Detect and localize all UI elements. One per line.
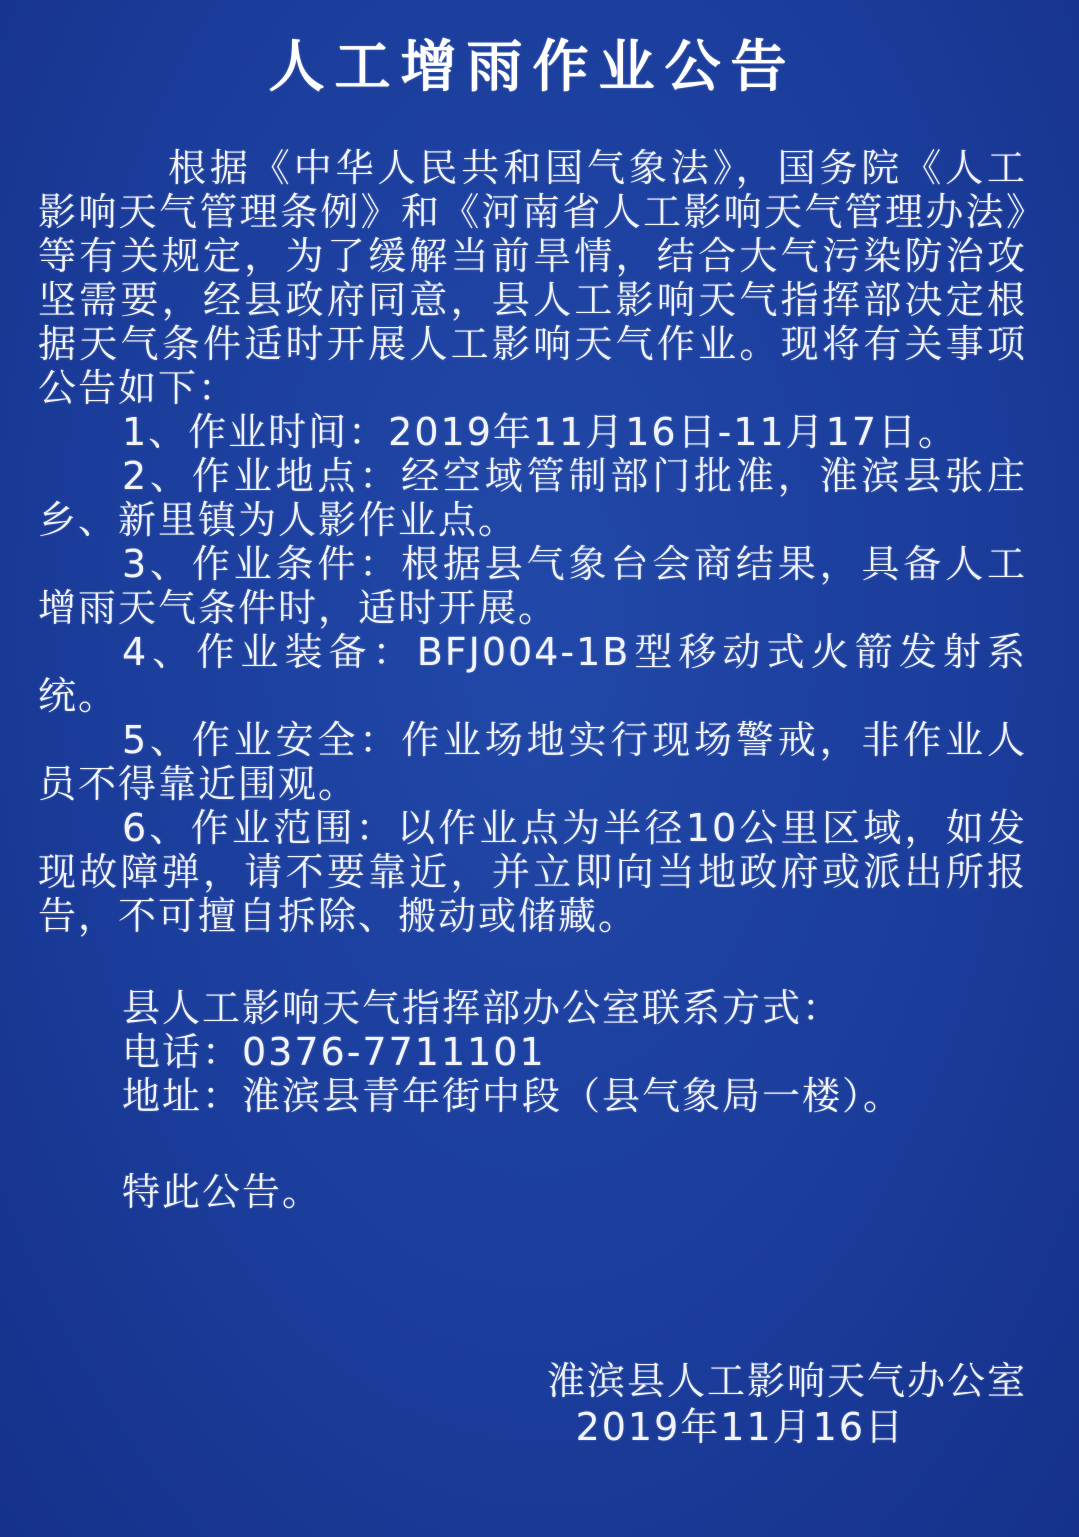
contact-address: 地址：淮滨县青年街中段（县气象局一楼）。: [122, 1074, 904, 1118]
contact-phone: 电话：0376-7711101: [122, 1030, 546, 1074]
item-safety: 5、作业安全：作业场地实行现场警戒，非作业人员不得靠近围观。: [38, 718, 1027, 806]
signature-date: 2019年11月16日: [575, 1405, 905, 1449]
item-conditions: 3、作业条件：根据县气象台会商结果，具备人工增雨天气条件时，适时开展。: [38, 542, 1027, 630]
item-range: 6、作业范围：以作业点为半径10公里区域，如发现故障弹，请不要靠近，并立即向当地政府或派出所报告，不可擅自拆除、搬动或储藏。: [38, 806, 1027, 938]
contact-heading: 县人工影响天气指挥部办公室联系方式：: [122, 986, 843, 1030]
item-time: 1、作业时间：2019年11月16日-11月17日。: [122, 410, 959, 454]
item-location: 2、作业地点：经空域管制部门批准，淮滨县张庄乡、新里镇为人影作业点。: [38, 454, 1027, 542]
signature-org: 淮滨县人工影响天气办公室: [546, 1359, 1027, 1403]
notice-body: [38, 146, 1027, 938]
item-equipment: 4、作业装备：BFJ004-1B型移动式火箭发射系统。: [38, 630, 1027, 718]
notice-title: 人工增雨作业公告: [268, 35, 797, 100]
signature-block: [547, 1358, 1027, 1450]
intro-paragraph: 根据《中华人民共和国气象法》，国务院《人工影响天气管理条例》和《河南省人工影响天气管理办法》等有关规定，为了缓解当前旱情，结合大气污染防治攻坚需要，经县政府同意，县人工影响天气指挥部决定根据天气条件适时开展人工影响天气作业。现将有关事项公告如下：: [38, 146, 1027, 410]
contact-block: [38, 986, 1027, 1118]
closing-text: 特此公告。: [122, 1170, 323, 1214]
